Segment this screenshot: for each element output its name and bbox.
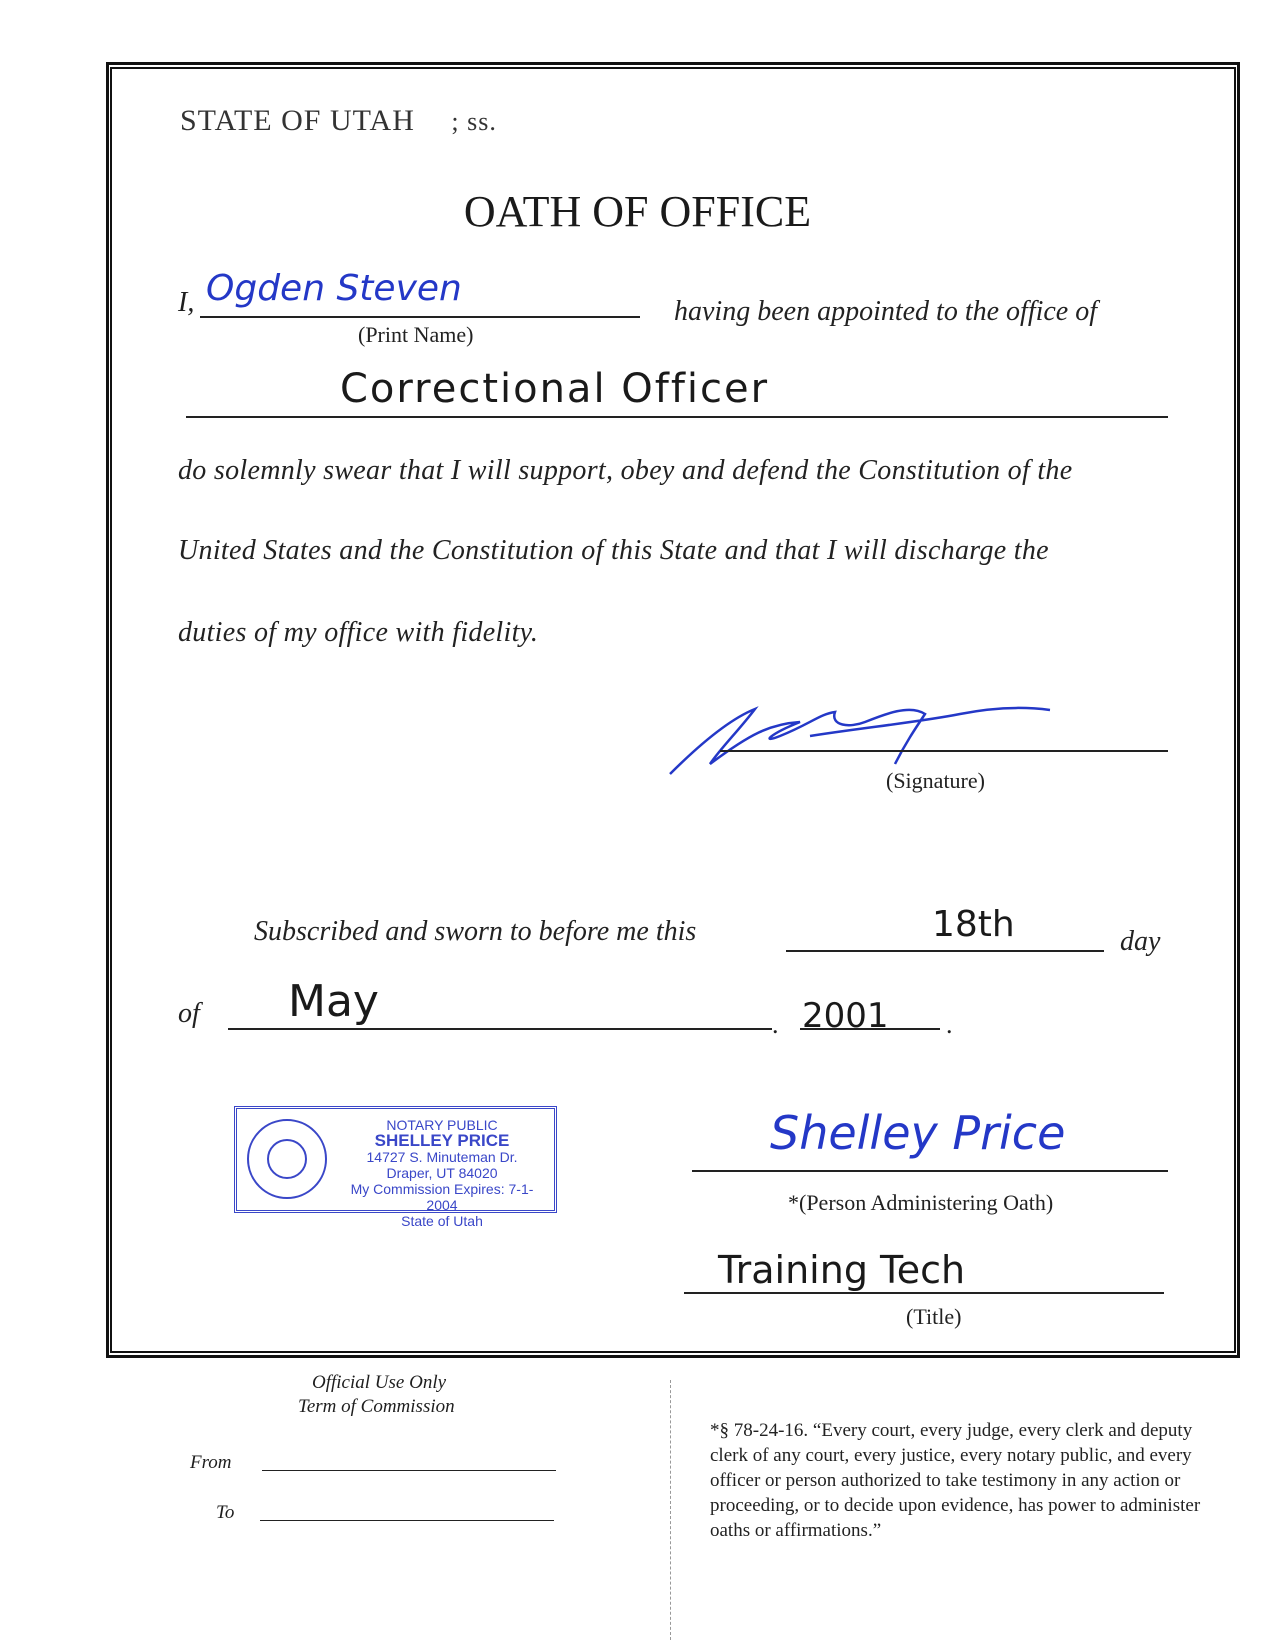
of-word: of — [178, 998, 200, 1029]
stamp-line-1: NOTARY PUBLIC — [386, 1117, 498, 1133]
year-handwritten: 2001 — [802, 996, 889, 1036]
month-underline — [228, 1028, 772, 1030]
period-mark: . — [946, 1010, 953, 1039]
section-divider — [670, 1380, 671, 1640]
stamp-text — [337, 1117, 547, 1229]
month-handwritten: May — [288, 976, 379, 1027]
appointed-phrase: having been appointed to the office of — [674, 296, 1098, 327]
office-handwritten: Correctional Officer — [340, 366, 770, 412]
statute-footnote: *§ 78-24-16. “Every court, every judge, every clerk and deputy clerk of any court, every justice, every notary public, and every officer or person authorized to take testimony in any action or proceeding, or to decide upon evidence, has power to administer oaths or affirmations.” — [710, 1420, 1201, 1541]
stamp-address: 14727 S. Minuteman Dr. — [366, 1149, 518, 1165]
oath-line-3: duties of my office with fidelity. — [178, 617, 539, 648]
day-underline — [786, 950, 1104, 952]
signature-caption: (Signature) — [886, 768, 985, 793]
comma-mark: . — [772, 1010, 779, 1039]
stamp-city: Draper, UT 84020 — [386, 1165, 498, 1181]
name-underline — [200, 316, 640, 318]
sworn-text: Subscribed and sworn to before me this — [254, 916, 697, 947]
official-use-heading: Official Use Only — [312, 1372, 447, 1393]
notary-stamp — [234, 1106, 557, 1229]
oath-taker-signature — [660, 684, 1060, 794]
pronoun-i: I, — [178, 287, 195, 318]
office-underline — [186, 416, 1168, 418]
state-seal-icon — [247, 1119, 327, 1199]
print-name-caption: (Print Name) — [358, 322, 474, 347]
from-field — [262, 1470, 556, 1471]
to-label: To — [216, 1502, 235, 1523]
oath-line-1: do solemnly swear that I will support, obey and defend the Constitution of the — [178, 455, 1073, 486]
seal-center — [267, 1139, 307, 1179]
title-underline — [684, 1292, 1164, 1294]
stamp-notary-name: SHELLEY PRICE — [374, 1131, 510, 1150]
to-field — [260, 1520, 554, 1521]
printed-name-handwritten: Ogden Steven — [206, 268, 462, 309]
term-heading: Term of Commission — [298, 1396, 455, 1417]
from-label: From — [190, 1452, 232, 1473]
day-handwritten: 18th — [932, 904, 1015, 945]
stamp-state: State of Utah — [401, 1213, 483, 1229]
administrator-caption: *(Person Administering Oath) — [788, 1190, 1054, 1215]
ss-mark: ; ss. — [451, 107, 497, 136]
day-word: day — [1120, 926, 1161, 957]
state-heading — [180, 104, 497, 138]
year-underline — [800, 1028, 940, 1030]
page-title: OATH OF OFFICE — [463, 187, 812, 236]
signature-underline — [720, 750, 1168, 752]
oath-line-2: United States and the Constitution of this State and that I will discharge the — [178, 535, 1049, 566]
title-handwritten: Training Tech — [718, 1248, 966, 1292]
administrator-underline — [692, 1170, 1168, 1172]
title-caption: (Title) — [906, 1304, 962, 1329]
stamp-expiry: My Commission Expires: 7-1-2004 — [350, 1181, 534, 1213]
administrator-signature: Shelley Price — [770, 1106, 1066, 1160]
state-name: STATE OF UTAH — [180, 104, 415, 137]
